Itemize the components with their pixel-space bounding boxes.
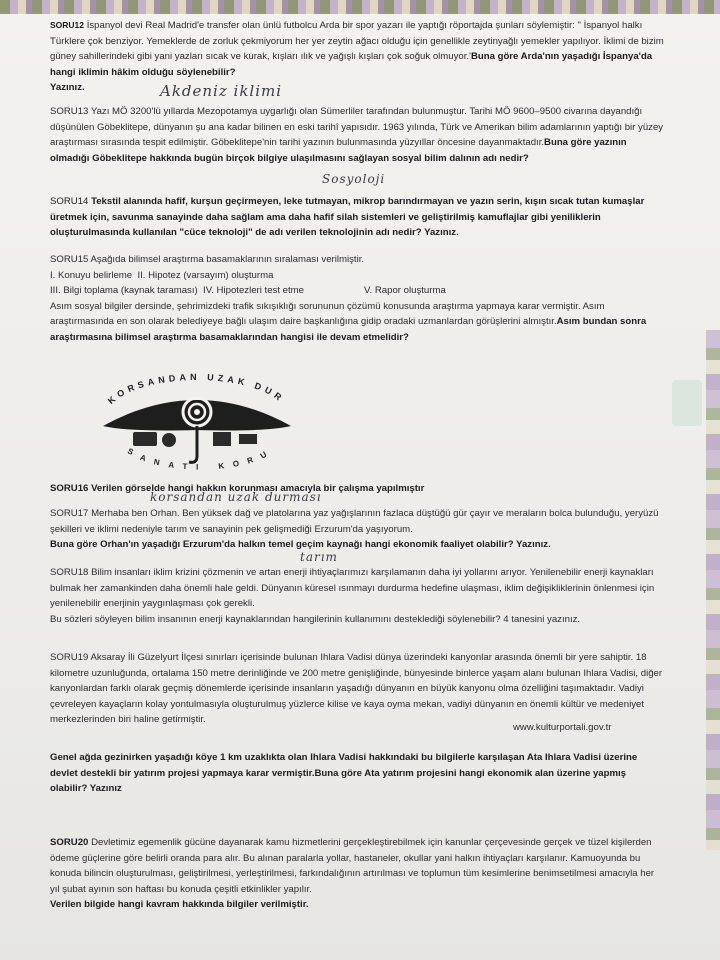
question-prompt: Buna göre yazının olmadığı Göbeklitepe hakkında bugün birçok bilgiye ulaşılmasını sağlayan sosyal bilim dalının adı nedir? — [50, 137, 627, 164]
handwritten-answer-13: Sosyoloji — [322, 172, 386, 186]
logo-item-book — [213, 432, 231, 446]
question-prompt: Bu sözleri söyleyen bilim insanının enerji kaynaklarından hangilerinin kullanımını desteklediği söylenebilir? 4 tanesini yazınız. — [50, 613, 581, 625]
question-label: SORU17 — [50, 508, 89, 519]
question-text: Merhaba ben Orhan. Ben yüksek dağ ve platolarına yaz yağışlarının fazlaca düştüğü gür çayır ve meraların bolca bulunduğu, yeryüzü şekilleri ve iklimi nedeniyle tarım ve sanayinin pek gelişmediği Erzurum'da yaşıyorum. — [50, 508, 659, 535]
copyright-center — [194, 409, 200, 415]
question-text: Yazı MÖ 3200'lü yıllarda Mezopotamya uygarlığı olan Sümerliler tarafından bulunmuştur. Tarihi MÖ 9600–9500 civarına dayandığı düşünülen Göbeklitepe, dünyanın şu ana kadar bilinen en eski tarihî yapısıdır. 1963 yılında, Türk ve Amerikan bilim adamlarının yaptığı bir yüzey araştırması sırasında tespit edilmiştir. Göbeklitepe'nin tarihi yazının bulunmasında yüzyıllar öncesine dayanmaktadır. — [50, 106, 664, 149]
question-12 — [50, 18, 665, 96]
handwritten-answer-17: tarım — [300, 550, 338, 564]
question-prompt: Buna göre Arda'nın yaşadığı İspanya'da hangi iklimin hâkim olduğu söylenebilir? — [50, 51, 653, 78]
umbrella-hook — [189, 456, 197, 462]
question-text: Aksaray İli Güzelyurt İlçesi sınırları içerisinde bulunan Ihlara Vadisi dünya üzerindeki kanyonlar arasında önemli bir yere sahiptir. 18 kilometre uzunluğunda, ortalama 150 metre derinliğinde ve 200 metre genişliğinde, bünyesinde binlerce yaşam alanı bulunan Ihlara Vadisi, diğer kanyonlardan farklı olarak geçmiş dönemlerde içerisinde insanların yaşadığı dünyanın en büyük kanyonu olma özelliğini taşımaktadır. Vadiyi çevreleyen kayaçların kolay yontulmasıyla oluşturulmuş yüzlerce kilise ve kaya oyma mekan, vadiyi dünyanın en önemli kültür ve medeniyet merkezlerinden biri haline getirmiştir. — [50, 652, 663, 726]
logo-bottom-text: SANATI KORU — [125, 445, 276, 472]
question-prompt: Verilen bilgide hangi kavram hakkında bilgiler verilmiştir. — [50, 899, 309, 911]
question-17 — [50, 506, 665, 553]
question-ask: Yazınız. — [50, 82, 85, 94]
question-prompt: Verilen görselde hangi hakkın korunması amacıyla bir çalışma yapılmıştır — [91, 483, 425, 494]
question-label: SORU20 — [50, 837, 89, 848]
anti-piracy-logo — [85, 368, 310, 478]
question-19 — [50, 650, 665, 728]
question-text: İspanyol devi Real Madrid'e transfer olan ünlü futbolcu Arda bir spor yazarı ile yaptığı röportajda şunları söylemiştir: " İspanyol halkı Türklere çok benziyor. Yemeklerde de zorluk çekmiyorum her yer zeytin ağacı olduğu için genellikle zeytinyağlı yemekler yapılıyor. İklimi de bizim güney sahillerindeki gibi yani yazları sıcak ve kurak, kışları ılık ve yağışlı kışları çok soğuk olmuyor.' — [50, 20, 664, 63]
question-text: Devletimiz egemenlik gücüne dayanarak kamu hizmetlerini gerçekleştirebilmek için kanunlar çerçevesinde gerçek ve tüzel kişilerden ödeme güçlerine göre belirli oranda para alır. Bu alınan paralarla yollar, hastaneler, okullar yani halkın ihtiyaçları karşılanır. Kamuoyunda bu konuda bilincin oluşturulması, geliştirilmesi, yerleştirilmesi, farkındalığının artırılması ve toplumun tüm kesimlerine benimsetilmesi amacıyla her yıl şubat ayının son haftası bu konuda çeşitli etkinlikler yapılır. — [50, 837, 655, 895]
question-19-prompt — [50, 750, 665, 797]
step-2: II. Hipotez (varsayım) oluşturma — [137, 269, 274, 281]
logo-item-tape — [239, 434, 257, 444]
question-20 — [50, 835, 665, 913]
question-prompt: Tekstil alanında hafif, kurşun geçirmeyen, leke tutmayan, mikrop barındırmayan ve yazın serin, kışın sıcak tutan kumaşlar üretmek için, savunma sanayinde daha sağlam ama daha hafif silah sistemleri ve geliştirilmiş kamuflajlar gibi yeniliklerin oluşturulmasında kullanılan "cüce teknoloji" de adı verilen teknolojinin adı nedir? Yazınız. — [50, 196, 645, 239]
question-text: Asım sosyal bilgiler dersinde, şehrimizdeki trafik sıkışıklığı sorununun çözümü konusunda araştırma yapmaya karar vermiştir. Asım araştırmasında en son olarak belediyeye bağlı ulaşım daire başkanlığına gidip oradaki uzmanlardan görüşlerini almıştır. — [50, 300, 605, 328]
question-text: Bilim insanları iklim krizini çözmenin ve artan enerji ihtiyaçlarımızı karşılamanın daha iyi yollarını arıyor. Yenilenebilir enerji kaynakları bulmak her zamankinden daha önemli hale geldi. Dünyanın küresel ısınmayı durdurma hedefine ulaşması, iklim değişikliklerinin önlenmesi için yenilenebilir enerjinin yaygınlaşması çok gerekli. — [50, 567, 655, 610]
logo-top-text: KORSANDAN UZAK DUR — [105, 371, 287, 407]
question-intro: Aşağıda bilimsel araştırma basamaklarının sıralaması verilmiştir. — [90, 254, 365, 265]
handwritten-answer-12: Akdeniz iklimi — [160, 82, 283, 100]
question-label: SORU14 — [50, 196, 89, 207]
question-prompt: Asım bundan sonra araştırmasına bilimsel araştırma basamaklarından hangisi ile devam etmelidir? — [50, 316, 647, 343]
source-url: www.kulturportali.gov.tr — [513, 722, 612, 733]
paper-stain — [672, 380, 702, 426]
question-18 — [50, 565, 665, 627]
fabric-edge-right — [706, 330, 720, 850]
question-label: SORU16 — [50, 483, 89, 494]
step-5: V. Rapor oluşturma — [364, 285, 446, 297]
question-extra: Genel ağda gezinirken yaşadığı köye 1 km uzaklıkta olan Ihlara Vadisi hakkındaki bu bilgilerle karşılaşan Ata Ihlara Vadisi üzerine devlet destekli bir yatırım projesi yapmaya karar vermiştir. — [50, 752, 638, 779]
question-label: SORU13 — [50, 106, 89, 117]
question-15 — [50, 252, 665, 346]
question-label: SORU15 — [50, 254, 89, 265]
question-prompt: Buna göre Ata yatırım projesini hangi ekonomik alan üzerine yapmış olabilir? Yazınız — [50, 767, 627, 795]
step-3: III. Bilgi toplama (kaynak taraması) — [50, 285, 198, 297]
question-label: SORU19 — [50, 652, 89, 663]
question-prompt: Buna göre Orhan'ın yaşadığı Erzurum'da halkın temel geçim kaynağı hangi ekonomik faaliyet olabilir? Yazınız. — [50, 539, 551, 551]
question-label: SORU18 — [50, 567, 89, 578]
step-1: I. Konuyu belirleme — [50, 269, 133, 281]
question-14 — [50, 194, 665, 241]
logo-item-disc — [162, 433, 176, 447]
question-16 — [50, 481, 665, 497]
handwritten-answer-16: korsandan uzak durması — [150, 490, 322, 504]
question-13 — [50, 104, 665, 166]
fabric-edge-top — [0, 0, 720, 14]
step-4: IV. Hipotezleri test etme — [203, 285, 305, 297]
logo-item-left — [133, 432, 157, 446]
question-label: SORU12 — [50, 20, 85, 30]
